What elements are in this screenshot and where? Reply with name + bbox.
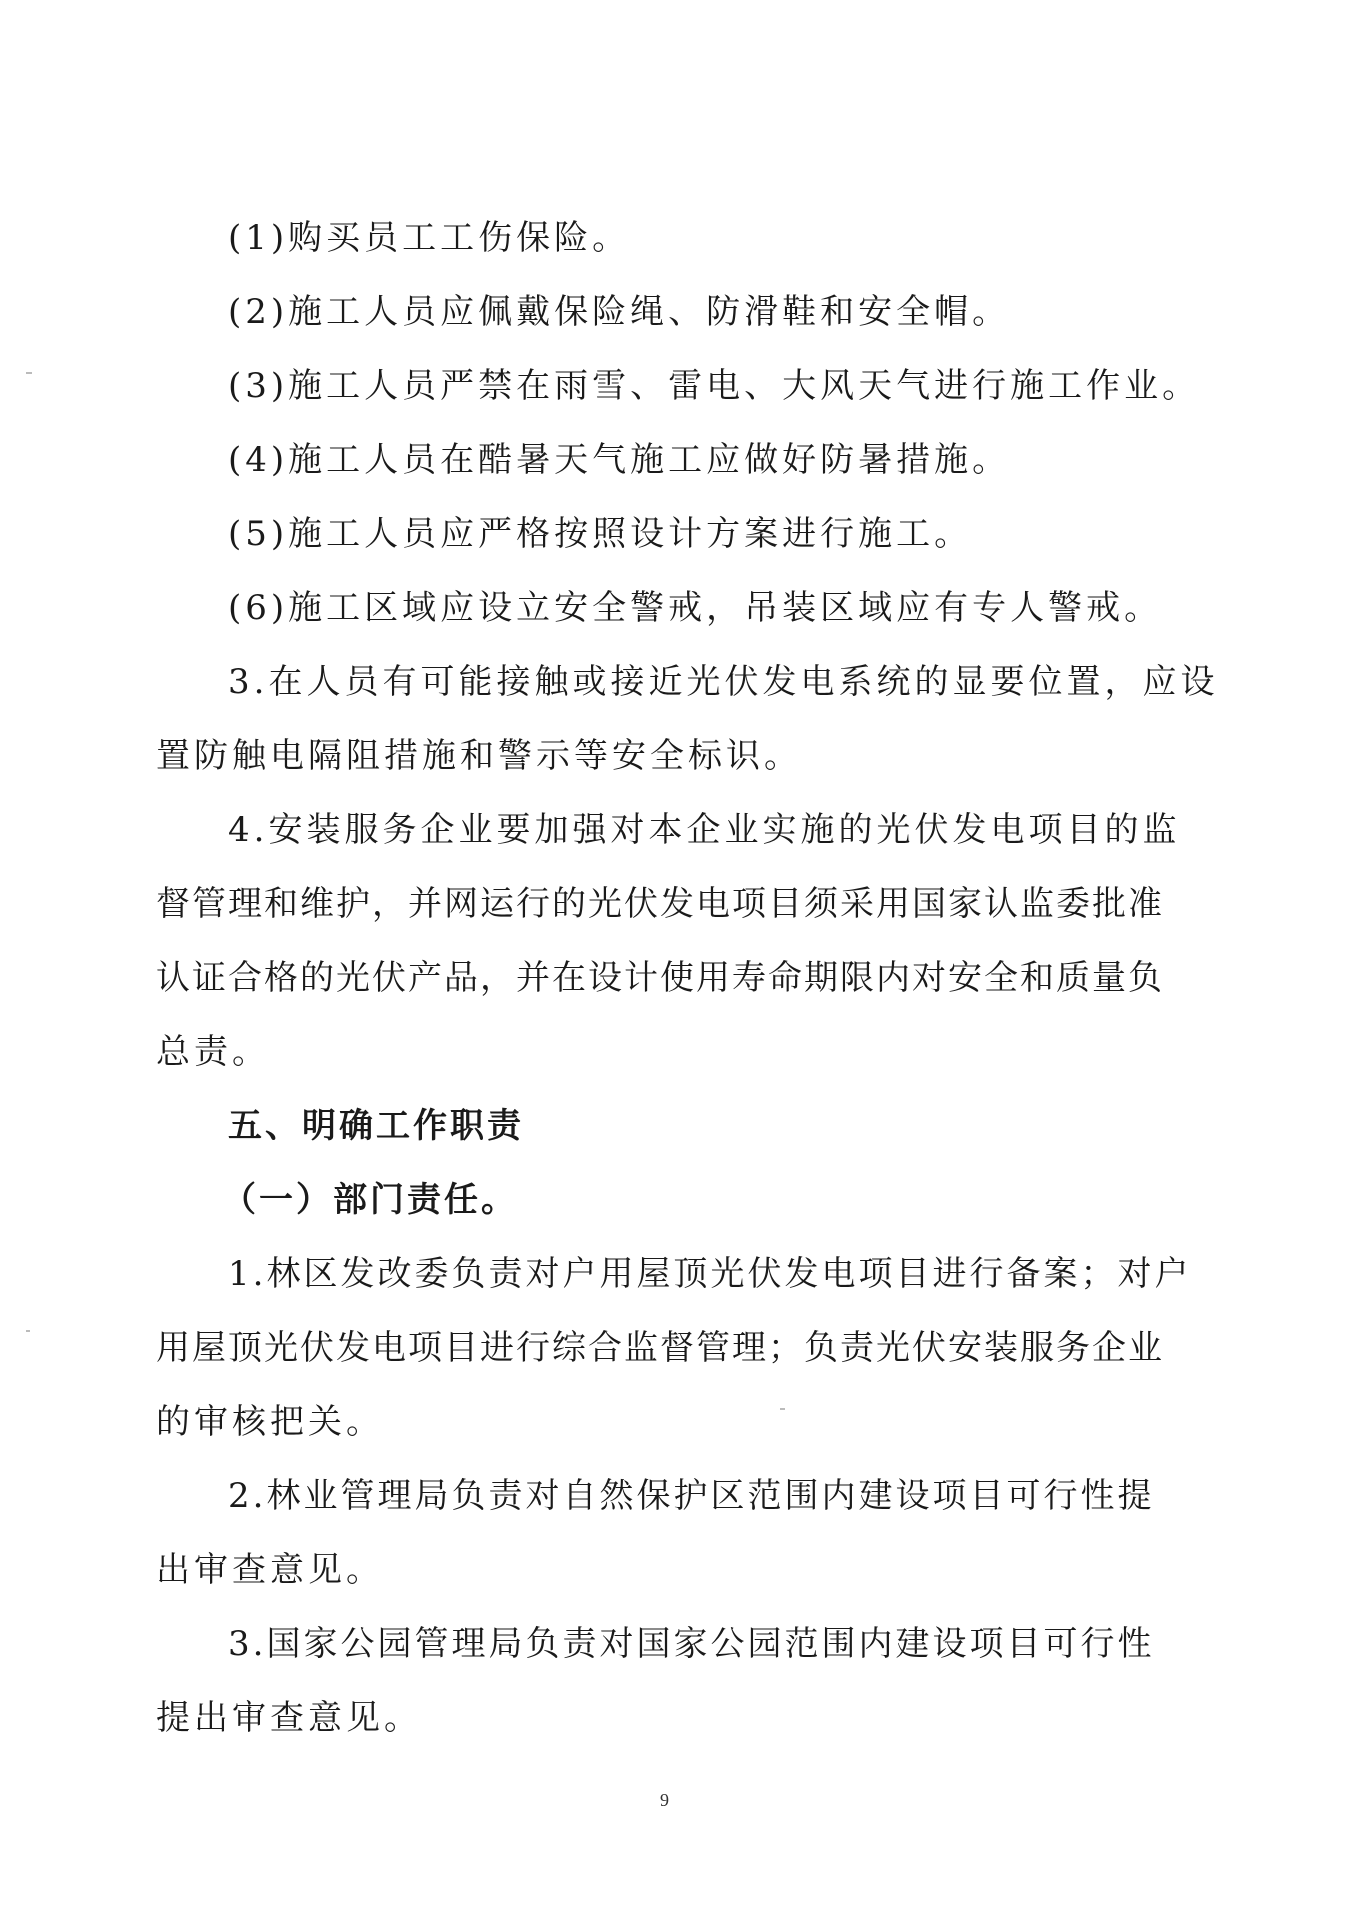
paragraph-3-line-1: 3.在人员有可能接触或接近光伏发电系统的显要位置，应设 [228,662,1219,702]
duty-2-line-2: 出审查意见。 [156,1550,384,1590]
scan-speck [26,1330,30,1332]
duty-3-line-2: 提出审查意见。 [156,1698,422,1738]
paragraph-4-line-1: 4.安装服务企业要加强对本企业实施的光伏发电项目的监 [228,810,1181,850]
safety-item-2: (2)施工人员应佩戴保险绳、防滑鞋和安全帽。 [228,292,1011,332]
section-heading: 五、明确工作职责 [228,1106,524,1146]
safety-item-3: (3)施工人员严禁在雨雪、雷电、大风天气进行施工作业。 [228,366,1201,406]
paragraph-3-line-2: 置防触电隔阻措施和警示等安全标识。 [156,736,802,776]
scan-speck [26,372,32,374]
duty-1-line-1: 1.林区发改委负责对户用屋顶光伏发电项目进行备案；对户 [228,1254,1192,1294]
duty-1-line-2: 用屋顶光伏发电项目进行综合监督管理；负责光伏安装服务企业 [156,1328,1164,1368]
safety-item-6: (6)施工区域应设立安全警戒，吊装区域应有专人警戒。 [228,588,1163,628]
duty-1-line-3: 的审核把关。 [156,1402,384,1442]
safety-item-1: (1)购买员工工伤保险。 [228,218,631,258]
paragraph-4-line-2: 督管理和维护，并网运行的光伏发电项目须采用国家认监委批准 [156,884,1164,924]
scan-speck [780,1408,785,1410]
safety-item-5: (5)施工人员应严格按照设计方案进行施工。 [228,514,973,554]
safety-item-4: (4)施工人员在酷暑天气施工应做好防暑措施。 [228,440,1011,480]
duty-2-line-1: 2.林业管理局负责对自然保护区范围内建设项目可行性提 [228,1476,1155,1516]
paragraph-4-line-4: 总责。 [156,1032,270,1072]
subsection-heading: （一）部门责任。 [222,1180,518,1220]
page-number: 9 [660,1790,669,1810]
paragraph-4-line-3: 认证合格的光伏产品，并在设计使用寿命期限内对安全和质量负 [156,958,1164,998]
duty-3-line-1: 3.国家公园管理局负责对国家公园范围内建设项目可行性 [228,1624,1155,1664]
